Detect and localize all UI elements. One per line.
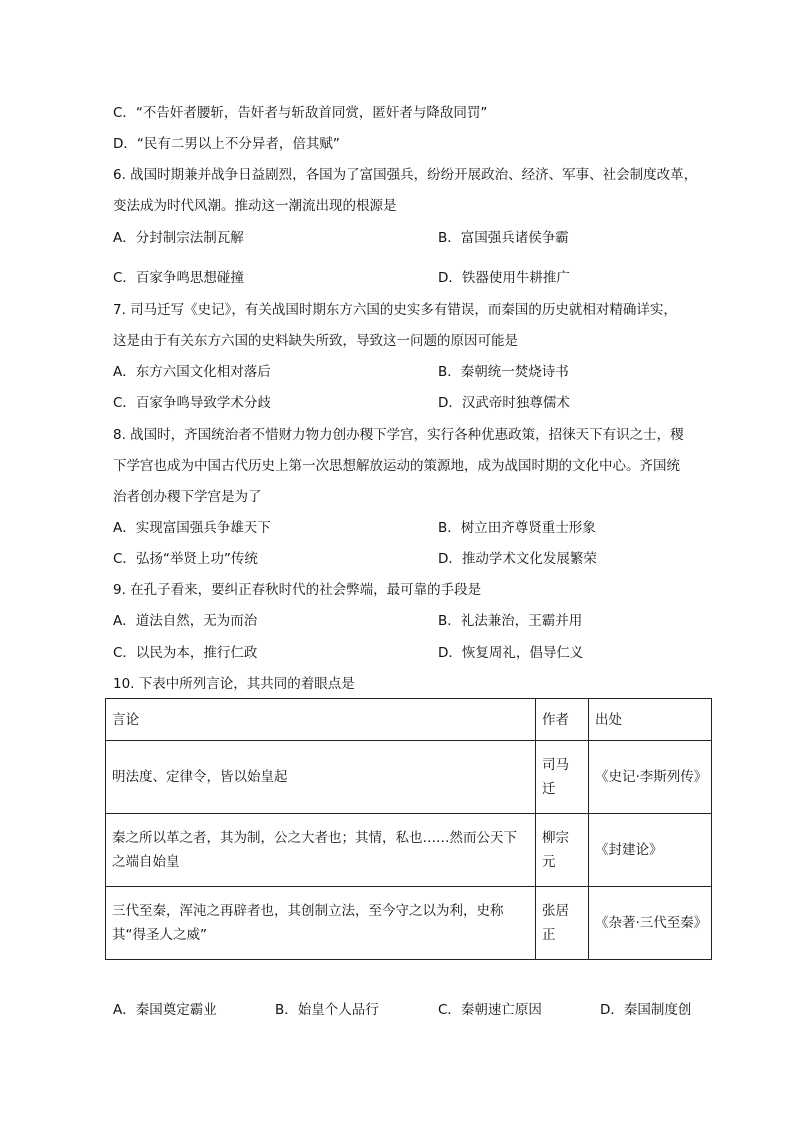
q9-option-d: D．恢复周礼，倡导仁义 [438, 645, 584, 661]
q10-option-b: B．始皇个人品行 [275, 1002, 379, 1018]
q6-stem-line1: 6. 战国时期兼并战争日益剧烈，各国为了富国强兵，纷纷开展政治、经济、军事、社会制度改革， [113, 167, 698, 183]
table-row [106, 741, 712, 814]
header-author: 作者 [536, 699, 589, 741]
q10-option-d: D．秦国制度创 [600, 1002, 692, 1018]
q8-option-d: D．推动学术文化发展繁荣 [438, 551, 597, 567]
q8-stem-line3: 治者创办稷下学宫是为了 [113, 489, 262, 505]
q9-option-a: A．道法自然，无为而治 [113, 613, 258, 629]
row-quote: 秦之所以革之者，其为制，公之大者也；其情，私也……然而公天下之端自始皇 [106, 814, 536, 887]
table-row [106, 814, 712, 887]
row-source: 《杂著·三代至秦》 [589, 887, 712, 960]
q6-option-c: C．百家争鸣思想碰撞 [113, 270, 244, 286]
row-source: 《封建论》 [589, 814, 712, 887]
q10-option-a: A．秦国奠定霸业 [113, 1002, 217, 1018]
table-header-row [106, 699, 712, 741]
q7-option-a: A．东方六国文化相对落后 [113, 364, 271, 380]
table-row [106, 887, 712, 960]
row-source: 《史记·李斯列传》 [589, 741, 712, 814]
q6-option-d: D．铁器使用牛耕推广 [438, 270, 570, 286]
q6-option-b: B．富国强兵诸侯争霸 [438, 230, 569, 246]
q9-option-c: C．以民为本，推行仁政 [113, 645, 258, 661]
q7-option-d: D．汉武帝时独尊儒术 [438, 395, 570, 411]
q9-option-b: B．礼法兼治，王霸并用 [438, 613, 583, 629]
q8-option-b: B．树立田齐尊贤重士形象 [438, 520, 596, 536]
row-quote: 三代至秦，浑沌之再辟者也，其创制立法，至今守之以为利，史称其“得圣人之威” [106, 887, 536, 960]
q5-option-d: D．“民有二男以上不分异者，倍其赋” [113, 136, 340, 152]
q7-stem-line2: 这是由于有关东方六国的史料缺失所致，导致这一问题的原因可能是 [113, 333, 518, 349]
q7-stem-line1: 7. 司马迁写《史记》，有关战国时期东方六国的史实多有错误，而秦国的历史就相对精确详实， [113, 302, 677, 318]
q6-option-a: A．分封制宗法制瓦解 [113, 230, 244, 246]
q9-stem: 9. 在孔子看来，要纠正春秋时代的社会弊端，最可靠的手段是 [113, 582, 482, 598]
row-author: 司马迁 [536, 741, 589, 814]
q5-option-c: C．“不告奸者腰斩，告奸者与斩敌首同赏，匿奸者与降敌同罚” [113, 105, 488, 121]
q8-stem-line1: 8. 战国时，齐国统治者不惜财力物力创办稷下学宫，实行各种优惠政策，招徕天下有识之士，稷 [113, 427, 684, 443]
row-author: 柳宗元 [536, 814, 589, 887]
q7-option-c: C．百家争鸣导致学术分歧 [113, 395, 271, 411]
q8-option-a: A．实现富国强兵争雄天下 [113, 520, 271, 536]
q8-stem-line2: 下学宫也成为中国古代历史上第一次思想解放运动的策源地，成为战国时期的文化中心。齐国统 [113, 458, 680, 474]
q10-table [105, 698, 712, 960]
q7-option-b: B．秦朝统一焚烧诗书 [438, 364, 569, 380]
q10-stem: 10. 下表中所列言论，其共同的着眼点是 [113, 676, 355, 692]
header-source: 出处 [589, 699, 712, 741]
header-quote: 言论 [106, 699, 536, 741]
row-quote: 明法度、定律令，皆以始皇起 [106, 741, 536, 814]
q10-option-c: C．秦朝速亡原因 [438, 1002, 542, 1018]
q6-stem-line2: 变法成为时代风潮。推动这一潮流出现的根源是 [113, 198, 397, 214]
q8-option-c: C．弘扬“举贤上功”传统 [113, 551, 258, 567]
row-author: 张居正 [536, 887, 589, 960]
